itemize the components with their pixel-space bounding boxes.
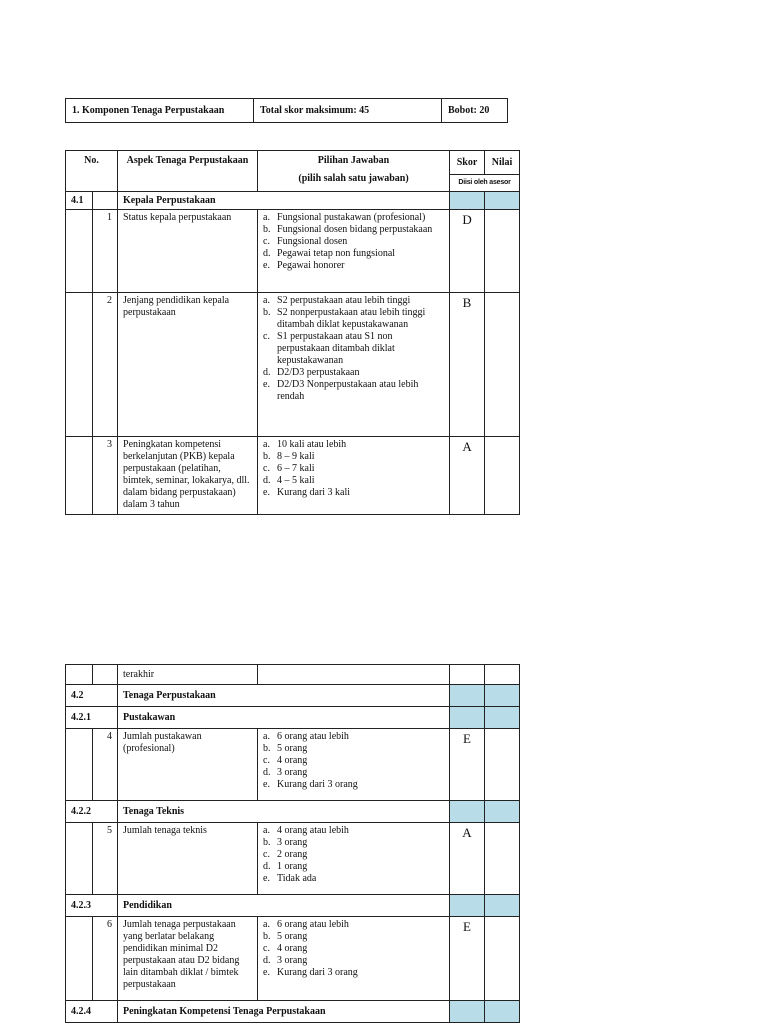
- option: d. Pegawai tetap non fungsional: [263, 248, 396, 259]
- item-value: [485, 917, 520, 1001]
- value-cell: [485, 1001, 520, 1023]
- section-title: Pendidikan: [118, 895, 450, 917]
- item-aspect: Peningkatan kompetensi berkelanjutan (PKB) kepala perpustakaan (pelatihan, bimtek, seminar, lokakarya, dll. dalam bidang perpustakaan) dalam 3 tahun: [118, 437, 258, 515]
- section-number: 4.2.3: [66, 895, 118, 917]
- item-options: [258, 823, 450, 895]
- option: b. 8 – 9 kali: [263, 451, 315, 462]
- option: a. Fungsional pustakawan (profesional): [263, 212, 426, 223]
- score-cell: [450, 707, 485, 729]
- header-no: No.: [66, 151, 118, 192]
- section-number: 4.1: [66, 192, 93, 210]
- component-total-score: Total skor maksimum: 45: [254, 99, 442, 123]
- option: a. 6 orang atau lebih: [263, 731, 349, 742]
- option: e. D2/D3 Nonperpustakaan atau lebih rendah: [263, 379, 419, 402]
- section-row: [66, 895, 520, 917]
- option: c. 4 orang: [263, 755, 308, 766]
- section-title: Pustakawan: [118, 707, 450, 729]
- option: a. 4 orang atau lebih: [263, 825, 349, 836]
- option: a. 10 kali atau lebih: [263, 439, 347, 450]
- score-cell: [450, 801, 485, 823]
- value-cell: [485, 801, 520, 823]
- table-row: [66, 665, 520, 685]
- option: b. S2 nonperpustakaan atau lebih tinggi ditambah diklat kepustakawanan: [263, 307, 426, 330]
- section-number: 4.2.4: [66, 1001, 118, 1023]
- item-options: [258, 729, 450, 801]
- section-row: [66, 192, 520, 210]
- option: e. Kurang dari 3 orang: [263, 967, 358, 978]
- item-options: [258, 293, 450, 437]
- component-header: [65, 98, 508, 123]
- item-number: 5: [93, 823, 118, 895]
- section-number: 4.2.2: [66, 801, 118, 823]
- value-cell: [485, 895, 520, 917]
- item-aspect: Status kepala perpustakaan: [118, 210, 258, 293]
- option: d. 3 orang: [263, 767, 308, 778]
- item-number: 6: [93, 917, 118, 1001]
- item-aspect: Jumlah pustakawan (profesional): [118, 729, 258, 801]
- option: d. D2/D3 perpustakaan: [263, 367, 360, 378]
- option: c. 6 – 7 kali: [263, 463, 315, 474]
- table-row: [66, 823, 520, 895]
- item-number: 1: [93, 210, 118, 293]
- table-row: [66, 917, 520, 1001]
- option: d. 1 orang: [263, 861, 308, 872]
- option: b. 5 orang: [263, 743, 308, 754]
- item-score: E: [450, 729, 485, 801]
- item-score: B: [450, 293, 485, 437]
- assessment-table-page1: [65, 150, 520, 515]
- option: e. Pegawai honorer: [263, 260, 345, 271]
- option: c. 4 orang: [263, 943, 308, 954]
- table-row: [66, 437, 520, 515]
- option: a. 6 orang atau lebih: [263, 919, 349, 930]
- header-answers-title: Pilihan Jawaban: [317, 155, 390, 166]
- option: e. Kurang dari 3 kali: [263, 487, 351, 498]
- item-score: E: [450, 917, 485, 1001]
- header-answers-subtitle: (pilih salah satu jawaban): [298, 173, 409, 184]
- item-number: 3: [93, 437, 118, 515]
- section-number: 4.2: [66, 685, 118, 707]
- option: d. 3 orang: [263, 955, 308, 966]
- item-options: [258, 917, 450, 1001]
- section-title: Kepala Perpustakaan: [118, 192, 450, 210]
- section-title: Tenaga Perpustakaan: [118, 685, 450, 707]
- item-value: [485, 293, 520, 437]
- score-cell: [450, 895, 485, 917]
- option: a. S2 perpustakaan atau lebih tinggi: [263, 295, 411, 306]
- value-cell: [485, 192, 520, 210]
- item-number: 2: [93, 293, 118, 437]
- header-answers: [258, 151, 450, 192]
- table-row: [66, 293, 520, 437]
- item-score: A: [450, 823, 485, 895]
- option: c. 2 orang: [263, 849, 308, 860]
- component-title: 1. Komponen Tenaga Perpustakaan: [66, 99, 254, 123]
- section-row: [66, 801, 520, 823]
- item-options: [258, 210, 450, 293]
- item-aspect: Jenjang pendidikan kepala perpustakaan: [118, 293, 258, 437]
- option: e. Tidak ada: [263, 873, 317, 884]
- component-weight: Bobot: 20: [442, 99, 508, 123]
- option: b. Fungsional dosen bidang perpustakaan: [263, 224, 433, 235]
- header-nilai: Nilai: [485, 151, 520, 175]
- table-row: [66, 210, 520, 293]
- item-options: [258, 437, 450, 515]
- section-row: [66, 685, 520, 707]
- section-row: [66, 1001, 520, 1023]
- assessment-table-page2: [65, 664, 520, 1023]
- item-number: 4: [93, 729, 118, 801]
- option: c. S1 perpustakaan atau S1 non perpustakaan ditambah diklat kepustakawanan: [263, 331, 395, 366]
- table-row: [66, 729, 520, 801]
- option: e. Kurang dari 3 orang: [263, 779, 358, 790]
- option: b. 3 orang: [263, 837, 308, 848]
- score-cell: [450, 1001, 485, 1023]
- section-title: Peningkatan Kompetensi Tenaga Perpustakaan: [118, 1001, 450, 1023]
- value-cell: [485, 707, 520, 729]
- item-value: [485, 823, 520, 895]
- header-aspect: Aspek Tenaga Perpustakaan: [118, 151, 258, 192]
- item-value: [485, 437, 520, 515]
- item-score: A: [450, 437, 485, 515]
- value-cell: [485, 685, 520, 707]
- item-value: [485, 210, 520, 293]
- option: b. 5 orang: [263, 931, 308, 942]
- score-cell: [450, 685, 485, 707]
- section-row: [66, 707, 520, 729]
- item-aspect: Jumlah tenaga perpustakaan yang berlatar belakang pendidikan minimal D2 perpustakaan atau D2 bidang lain ditambah diklat / bimtek perpustakaan: [118, 917, 258, 1001]
- option: d. 4 – 5 kali: [263, 475, 315, 486]
- item-aspect-continuation: terakhir: [118, 665, 258, 685]
- item-aspect: Jumlah tenaga teknis: [118, 823, 258, 895]
- section-number: 4.2.1: [66, 707, 118, 729]
- item-value: [485, 729, 520, 801]
- score-cell: [450, 192, 485, 210]
- header-assessor-note: Diisi oleh asesor: [450, 175, 520, 192]
- option: c. Fungsional dosen: [263, 236, 348, 247]
- header-skor: Skor: [450, 151, 485, 175]
- item-score: D: [450, 210, 485, 293]
- section-title: Tenaga Teknis: [118, 801, 450, 823]
